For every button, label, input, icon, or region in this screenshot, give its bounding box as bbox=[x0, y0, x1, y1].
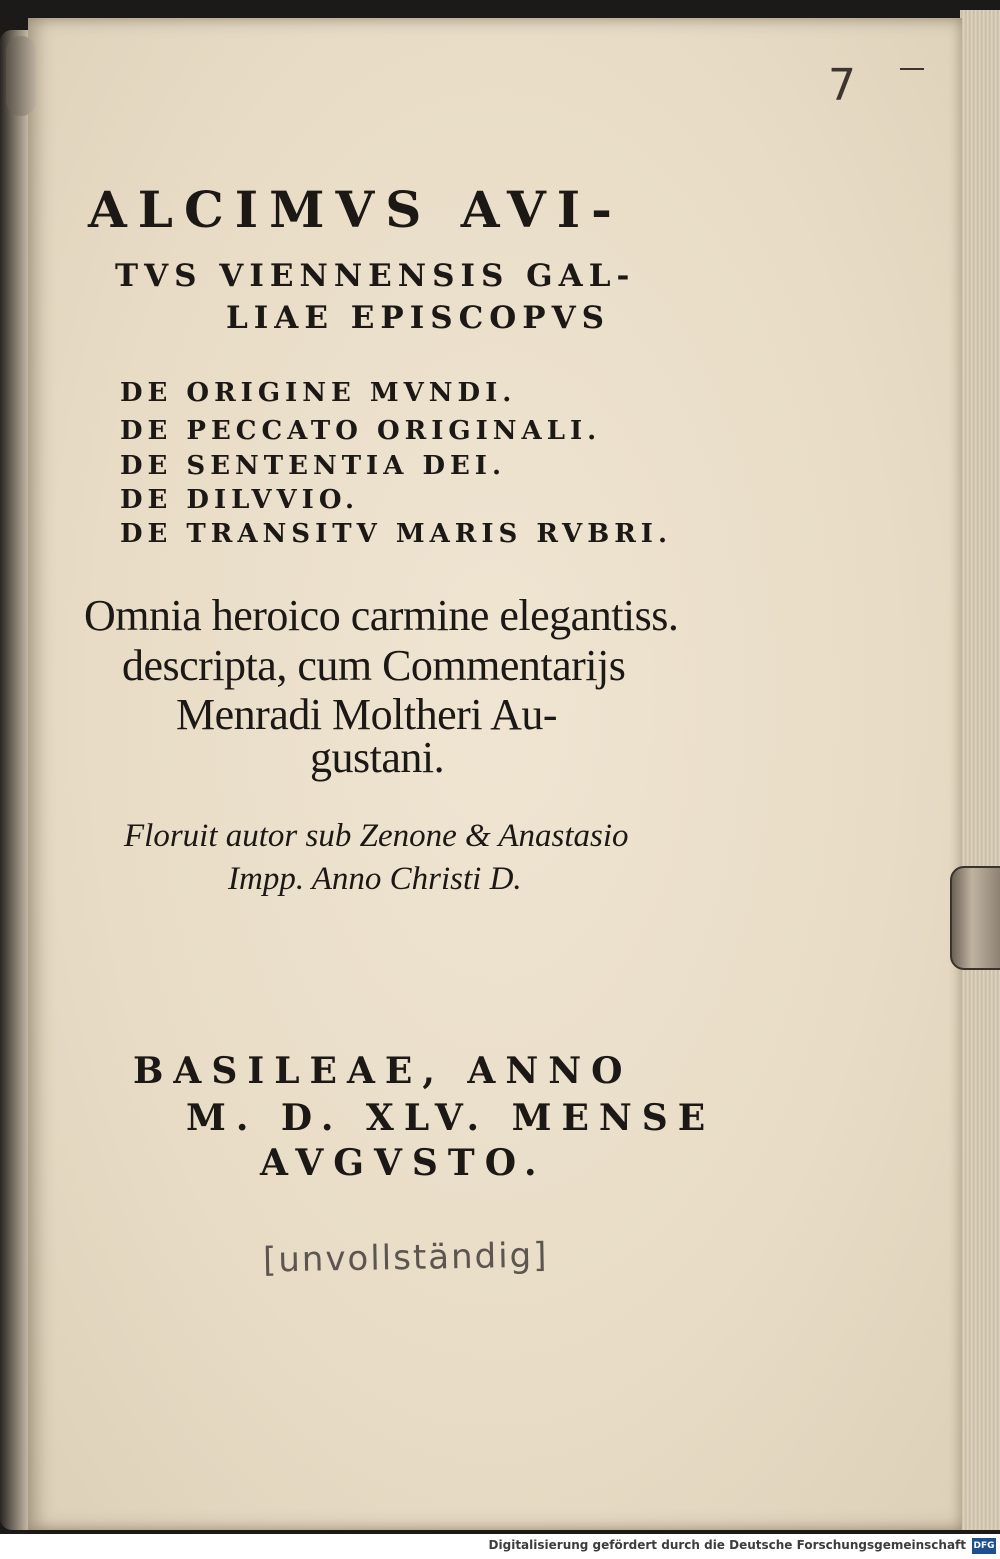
contents-item: DE DILVVIO. bbox=[120, 485, 360, 515]
dfg-logo-icon: DFG bbox=[972, 1538, 996, 1554]
imprint-line: M. D. XLV. MENSE bbox=[186, 1097, 716, 1139]
folio-dash bbox=[900, 68, 924, 70]
contents-item: DE SENTENTIA DEI. bbox=[120, 451, 507, 481]
folio-number: 7 bbox=[828, 60, 856, 111]
title-line-3: LIAE EPISCOPVS bbox=[226, 300, 611, 336]
book-clasp bbox=[950, 866, 1000, 970]
footer-bar bbox=[0, 1534, 1000, 1559]
author-note-line: Floruit autor sub Zenone & Anastasio bbox=[124, 818, 629, 854]
contents-item: DE PECCATO ORIGINALI. bbox=[120, 416, 602, 446]
imprint-line: BASILEAE, ANNO bbox=[133, 1050, 633, 1092]
imprint-line: AVGVSTO. bbox=[260, 1142, 547, 1184]
title-line-1: ALCIMVS AVI- bbox=[88, 180, 623, 239]
contents-item: DE ORIGINE MVNDI. bbox=[120, 378, 517, 408]
footer-credit: Digitalisierung gefördert durch die Deutsche Forschungsgemeinschaft bbox=[488, 1538, 966, 1552]
title-line-2: TVS VIENNENSIS GAL- bbox=[115, 258, 636, 294]
description-line: Omnia heroico carmine elegantiss. bbox=[84, 591, 679, 640]
page-edges bbox=[960, 10, 1000, 1530]
description-line: gustani. bbox=[310, 733, 445, 782]
title-page bbox=[28, 18, 962, 1530]
author-note-line: Impp. Anno Christi D. bbox=[228, 861, 522, 897]
spine-curl bbox=[6, 36, 36, 116]
description-line: descripta, cum Commentarijs bbox=[122, 641, 626, 690]
description-line: Menradi Moltheri Au- bbox=[176, 690, 558, 739]
contents-item: DE TRANSITV MARIS RVBRI. bbox=[120, 519, 673, 549]
handwritten-note: [unvollständig] bbox=[262, 1235, 549, 1281]
